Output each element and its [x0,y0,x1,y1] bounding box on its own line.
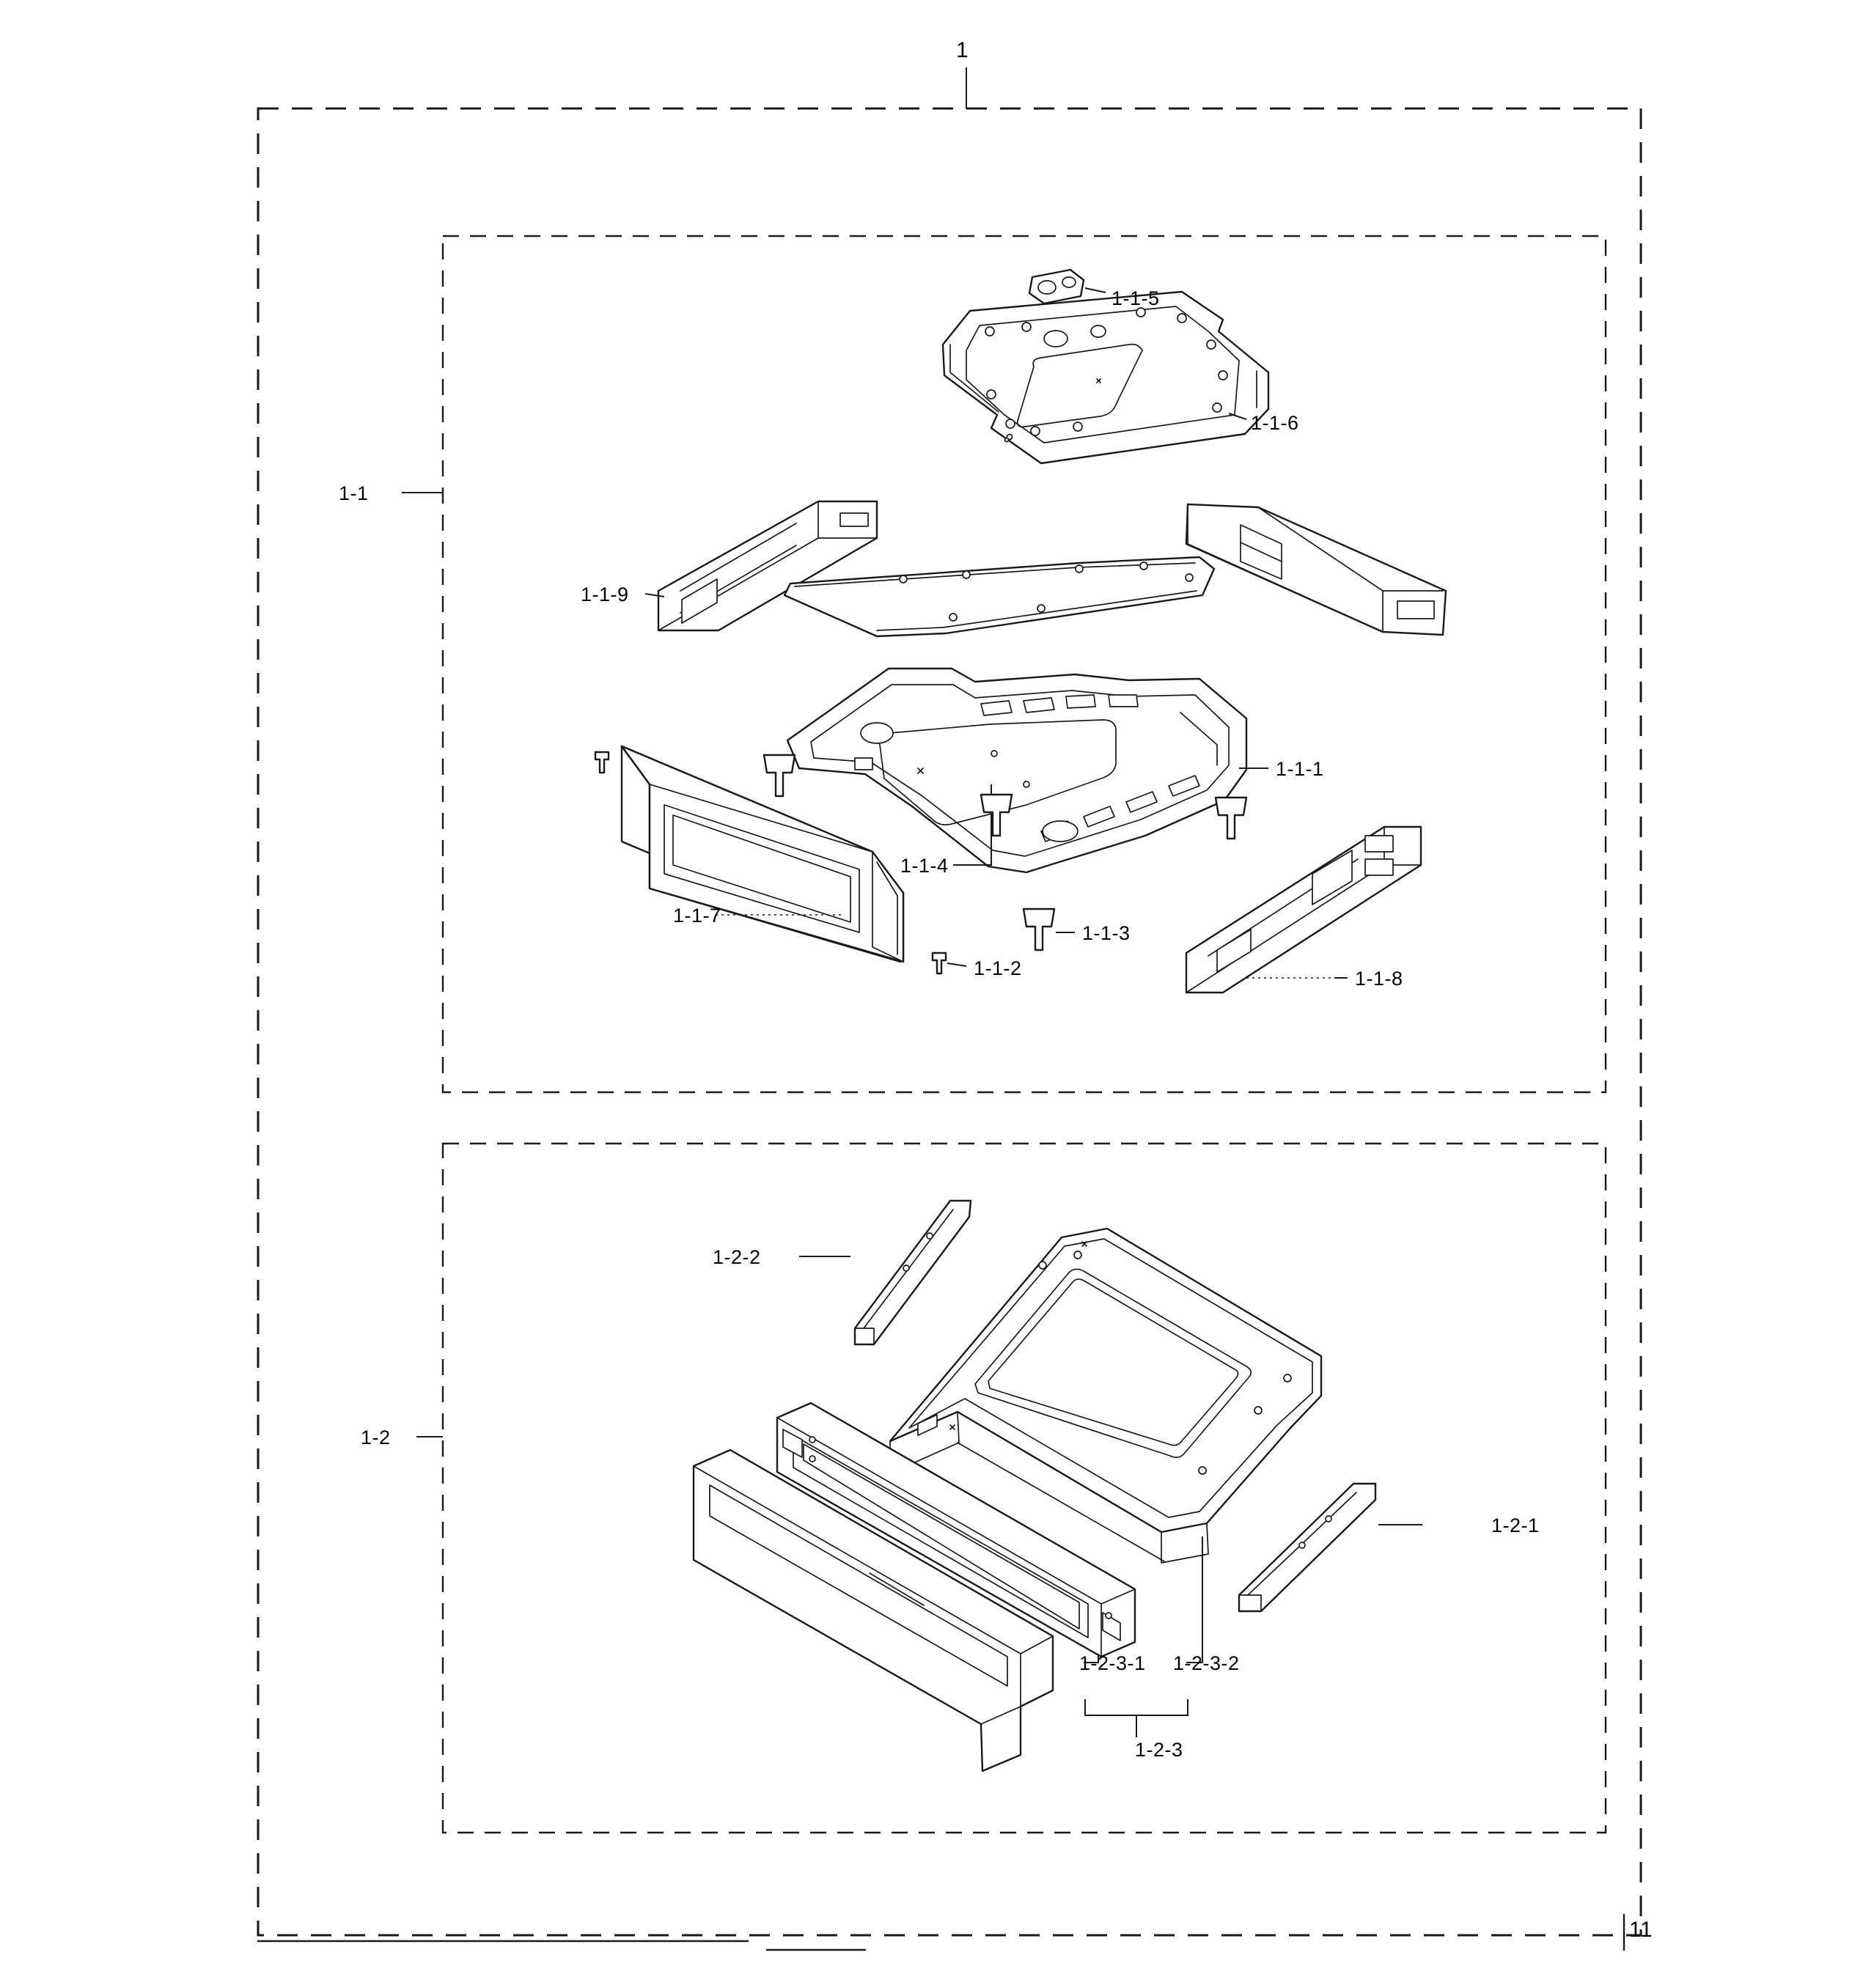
callout-1-2-3: 1-2-3 [1135,1739,1183,1761]
group-label-1-1: 1-1 [339,482,369,504]
part-1-1-6 [943,292,1268,463]
part-1-2-1 [1239,1484,1375,1611]
part-right-side-panel [1186,504,1446,635]
diagram-title: 1 [956,38,969,62]
callout-1-2-1: 1-2-1 [1491,1514,1540,1536]
callout-1-1-5: 1-1-5 [1111,287,1160,309]
part-1-1-5 [1029,270,1084,303]
callout-1-2-3-1: 1-2-3-1 [1079,1652,1146,1674]
part-1-1-3-a [764,755,795,796]
callout-1-2-2: 1-2-2 [713,1246,761,1268]
callout-1-1-6: 1-1-6 [1251,412,1299,434]
part-1-1-1 [787,669,1246,872]
page-number: 11 [1629,1918,1653,1942]
callout-1-1-3: 1-1-3 [1082,922,1131,944]
callout-1-1-9: 1-1-9 [581,583,629,605]
part-1-1-3-c [1216,798,1246,839]
part-1-1-4 [784,557,1214,636]
callout-1-1-1: 1-1-1 [1276,758,1324,780]
part-1-2-2 [855,1201,971,1344]
callout-1-1-7: 1-1-7 [673,905,721,927]
part-1-1-3-d [1024,909,1054,950]
callout-1-1-8: 1-1-8 [1355,968,1403,990]
part-1-1-7 [622,746,903,962]
part-1-1-2-a [595,752,609,773]
group-label-1-2: 1-2 [361,1426,391,1448]
callout-1-2-3-2: 1-2-3-2 [1173,1652,1240,1674]
callout-1-1-2: 1-1-2 [974,957,1022,979]
part-1-1-2-b [933,953,946,973]
callout-1-1-4: 1-1-4 [900,855,949,877]
